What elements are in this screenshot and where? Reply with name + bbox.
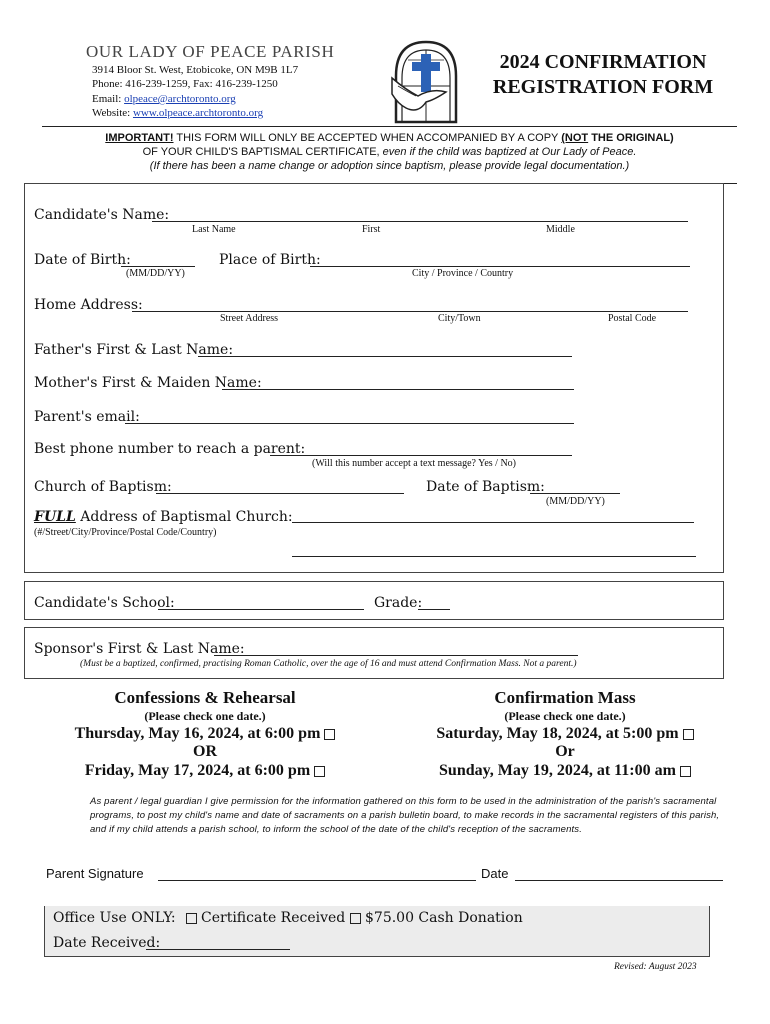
parish-dove-cross-logo [388,38,464,124]
email-link[interactable]: olpeace@archtoronto.org [124,93,236,105]
confirmation-title: Confirmation Mass [494,688,636,707]
pob-label: Place of Birth: [219,252,321,268]
form-title [488,50,718,100]
confirmation-subtitle: (Please check one date.) [504,709,626,723]
date-of-baptism-field[interactable] [530,493,620,494]
certificate-received-checkbox[interactable] [186,913,197,924]
confessions-subtitle: (Please check one date.) [144,709,266,723]
email-label: Email: [92,93,125,105]
saturday-date-text: Saturday, May 18, 2024, at 5:00 pm [436,725,679,742]
parish-phone-fax: Phone: 416-239-1259, Fax: 416-239-1250 [92,78,278,90]
grade-label: Grade: [374,595,423,611]
notice-line1 [42,131,737,145]
pob-field[interactable] [310,266,690,267]
notice-not: (NOT [561,132,589,144]
revised-date: Revised: August 2023 [614,962,697,972]
mother-name-field[interactable] [222,389,574,390]
sunday-date-text: Sunday, May 19, 2024, at 11:00 am [439,762,676,779]
cash-donation-checkbox[interactable] [350,913,361,924]
form-title-line2: REGISTRATION FORM [492,76,714,98]
parent-signature-field[interactable] [158,880,476,881]
church-of-baptism-label: Church of Baptism: [34,479,172,495]
confessions-option-friday[interactable] [40,761,370,780]
church-of-baptism-field[interactable] [156,493,404,494]
certificate-received-item[interactable] [186,910,345,926]
consent-text: As parent / legal guardian I give permission for the information gathered on this form to be used in the administration of the parish's sacramental programs, to post my child's name and date of sacraments on a parish bulletin board, to make records in the sacramental registers of this parish, and if my child attends a parish school, to inform the school of the date of the child's reception of the sacraments. [90,796,720,835]
parent-email-label: Parent's email: [34,409,140,425]
notice-original: THE ORIGINAL) [588,132,674,144]
dob-label: Date of Birth: [34,252,131,268]
form-title-line1: 2024 CONFIRMATION [499,51,707,73]
dob-format-hint: (MM/DD/YY) [126,268,185,279]
parent-phone-field[interactable] [270,455,572,456]
sponsor-note: (Must be a baptized, confirmed, practising Roman Catholic, over the age of 16 and must attend Confirmation Mass. Not a parent.) [80,659,577,669]
confirmation-or: Or [555,743,575,760]
notice-line1-text: THIS FORM WILL ONLY BE ACCEPTED WHEN ACCOMPANIED BY A COPY [173,132,562,144]
thursday-checkbox[interactable] [324,729,335,740]
church-address-label [34,509,293,525]
important-label: IMPORTANT! [105,132,174,144]
parish-email-row [92,93,236,105]
confessions-title: Confessions & Rehearsal [114,688,296,707]
candidate-name-label: Candidate's Name: [34,207,170,223]
friday-date-text: Friday, May 17, 2024, at 6:00 pm [84,762,311,779]
notice-line3 [42,159,737,173]
school-field[interactable] [158,609,364,610]
office-use-label: Office Use ONLY: [53,910,176,926]
school-label: Candidate's School: [34,595,175,611]
date-received-label: Date Received: [53,935,161,951]
candidate-name-field[interactable] [152,221,688,222]
church-address-hint: (#/Street/City/Province/Postal Code/Country) [34,527,217,538]
last-name-hint: Last Name [192,224,236,235]
church-address-field-line1[interactable] [292,522,694,523]
father-name-label: Father's First & Last Name: [34,342,234,358]
full-label: FULL [34,509,76,525]
cash-donation-item[interactable] [350,910,523,926]
postal-hint: Postal Code [608,313,657,324]
grade-field[interactable] [418,609,450,610]
parish-name: OUR LADY OF PEACE PARISH [86,42,335,61]
parent-signature-label: Parent Signature [46,866,144,881]
dob-field[interactable] [121,266,195,267]
notice-line2-text: OF YOUR CHILD'S BAPTISMAL CERTIFICATE, [142,146,383,158]
date-of-baptism-label: Date of Baptism: [426,479,545,495]
notice-line2-italic: even if the child was baptized at Our Lady of Peace. [382,146,637,158]
cash-donation-text: $75.00 Cash Donation [365,910,523,926]
confessions-or: OR [193,743,217,760]
sponsor-name-field[interactable] [214,655,578,656]
church-address-label-text: Address of Baptismal Church: [75,509,293,525]
friday-checkbox[interactable] [314,766,325,777]
notice-line3-text: (If there has been a name change or adoption since baptism, please provide legal documentation.) [149,160,630,172]
confessions-option-thursday[interactable] [40,724,370,743]
signature-date-label: Date [481,866,509,881]
pob-hint: City / Province / Country [412,268,514,279]
important-notice [42,126,737,184]
certificate-received-text: Certificate Received [201,910,346,926]
first-name-hint: First [362,224,381,235]
confirmation-option-saturday[interactable] [405,724,725,743]
sunday-checkbox[interactable] [680,766,691,777]
baptism-date-format-hint: (MM/DD/YY) [546,496,605,507]
parish-website-row [92,107,263,119]
father-name-field[interactable] [198,356,572,357]
confirmation-column [405,688,725,780]
website-link[interactable]: www.olpeace.archtoronto.org [132,107,264,119]
middle-name-hint: Middle [546,224,575,235]
parish-address: 3914 Bloor St. West, Etobicoke, ON M9B 1L7 [92,64,299,76]
home-address-field[interactable] [132,311,688,312]
date-received-field[interactable] [146,949,290,950]
home-address-label: Home Address: [34,297,143,313]
mother-name-label: Mother's First & Maiden Name: [34,375,262,391]
text-message-hint: (Will this number accept a text message? Yes / No) [312,458,516,469]
parent-phone-label: Best phone number to reach a parent: [34,441,306,457]
parent-email-field[interactable] [125,423,574,424]
website-label: Website: [92,107,133,119]
city-hint: City/Town [438,313,481,324]
sponsor-name-label: Sponsor's First & Last Name: [34,641,245,657]
saturday-checkbox[interactable] [683,729,694,740]
notice-line2 [42,145,737,159]
thursday-date-text: Thursday, May 16, 2024, at 6:00 pm [74,725,321,742]
confessions-column [40,688,370,780]
signature-date-field[interactable] [515,880,723,881]
street-hint: Street Address [220,313,279,324]
church-address-field-line2[interactable] [292,556,696,557]
confirmation-option-sunday[interactable] [405,761,725,780]
